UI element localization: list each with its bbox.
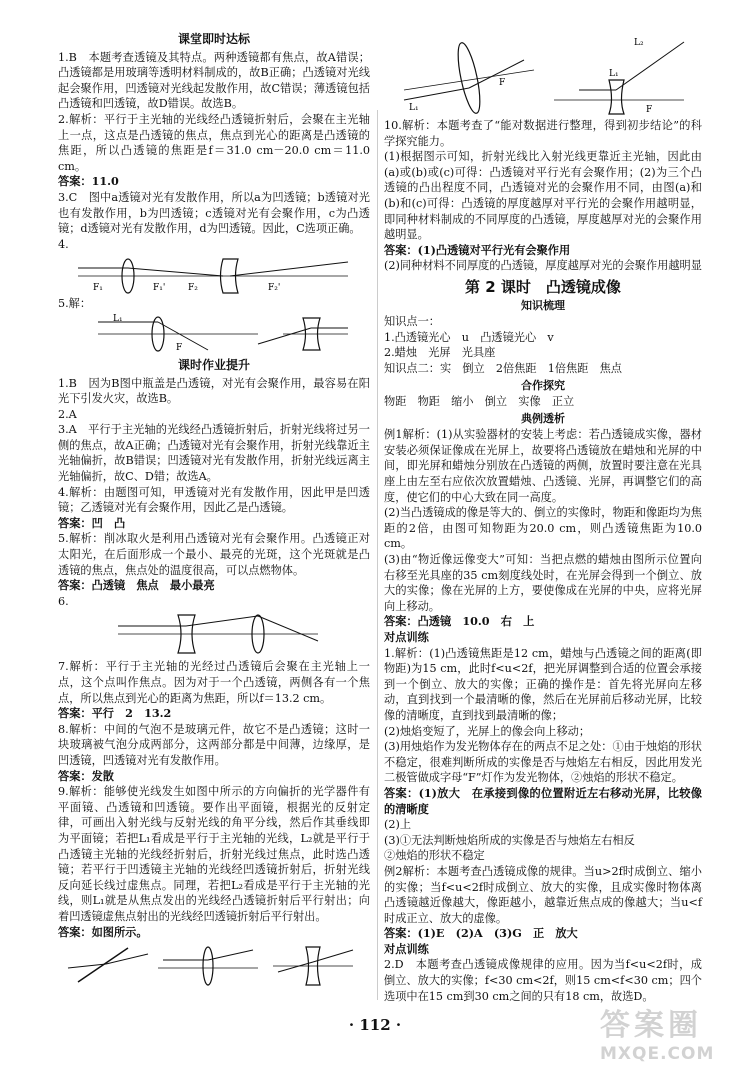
example-1-part-2: (2)当凸透镜成的像是等大的、倒立的实像时，物距和像距均为焦距的2倍，由图可知物距为20.0 cm，则凸透镜焦距为10.0 cm。 [384, 506, 702, 551]
svg-text:F: F [499, 78, 506, 88]
knowledge-point-2: 知识点二：实 倒立 2倍焦距 1倍焦距 焦点 [384, 361, 622, 375]
section-heading-classroom: 课堂即时达标 [177, 32, 250, 46]
homework-2: 2.A [58, 407, 77, 421]
answer-1: 1.B 本题考查透镜及其特点。两种透镜都有焦点，故A错误；凸透镜都是用玻璃等透明材料制成的，故B正确；凸透镜对光线起会聚作用，凹透镜对光线起发散作用，故C错误；薄透镜包括凸透镜和凹透镜，故D错误。故选B。 [58, 50, 370, 111]
svg-text:L₁: L₁ [409, 103, 419, 113]
practice-1-answer: 答案：(1)放大 在承接到像的位置附近左右移动光屏，比较像的清晰度 [384, 785, 702, 816]
column-divider [377, 110, 378, 1000]
left-column [58, 28, 370, 990]
knowledge-point-1: 知识点一： [384, 315, 440, 329]
right-column [384, 28, 702, 1004]
svg-text:F₁': F₁' [153, 283, 166, 294]
answer-5-label: 5.解： [58, 297, 92, 311]
watermark-logo [600, 1000, 740, 1062]
homework-5: 5.解析：削冰取火是利用凸透镜对光有会聚作用。凸透镜正对太阳光，在后面形成一个最小、最亮的光斑，这个光斑就是凸透镜的焦点，焦点处的温度很高，可以点燃物体。 [58, 532, 370, 577]
homework-7: 7.解析：平行于主光轴的光经过凸透镜后会聚在主光轴上一点，这个点叫作焦点。因为对于一个凸透镜，两侧各有一个焦点，所以焦点到光心的距离为焦距，所以f＝13.2 cm。 [58, 660, 370, 705]
svg-text:L₁: L₁ [609, 69, 619, 79]
practice-1: 1.解析：(1)凸透镜焦距是12 cm，蜡烛与凸透镜之间的距离(即物距)为15 cm，此时f<u<2f，把光屏调整到合适的位置会承接到一个倒立、放大的实像；正确的操作是：首先将光屏向左移动，直到找到一个最清晰的像，然后在光屏前后移动光屏，比较像的清晰度，直到找到最清晰的像； [384, 646, 702, 722]
svg-text:F₂': F₂' [268, 283, 281, 294]
svg-text:L₁: L₁ [113, 313, 123, 324]
homework-9: 9.解析：能够使光线发生如图中所示的方向偏折的光学器件有平面镜、凸透镜和凹透镜。要作出平面镜，根据光的反射定律，可画出入射光线与反射光线的角平分线，然后作其垂线即为平面镜；若把L₁看成是平行于主光轴的光线，L₂就是平行于凸透镜主光轴的光线经折射后，折射光线过焦点，此时选凸透镜；若平行于凹透镜主光轴的光线经凹透镜折射后，折射光线反向延长线过虚焦点。同理，若把L₂看成是平行于主光轴的光线，则L₁就是从焦点发出的光线经凸透镜折射后平行射出；向着凹透镜虚焦点射出的光线经凹透镜折射后平行射出。 [58, 785, 370, 923]
practice-1-answer-3: (3)①无法判断烛焰所成的实像是否与烛焰左右相反 [384, 833, 635, 847]
watermark-bottom: MXQE.COM [600, 1044, 715, 1064]
svg-text:F: F [646, 105, 653, 115]
page-number: · 112 · [348, 1016, 402, 1034]
example-2: 例2解析：本题考查凸透镜成像的规律。当u>2f时成倒立、缩小的实像；当f<u<2f时成倒立、放大的实像，且成实像时物体离凸透镜越近像越大，像距越小，越靠近焦点成的像越大；当u<f时成正立、放大的虚像。 [384, 864, 702, 925]
example-2-answer: 答案：(1)E (2)A (3)G 正 放大 [384, 926, 578, 941]
question-10-answer-2: (2)同种材料不同厚度的凸透镜，厚度越厚对光的会聚作用越明显 [384, 259, 702, 273]
practice-1-part-2: (2)烛焰变短了，光屏上的像会向上移动； [384, 724, 591, 738]
practice-heading-1: 对点训练 [384, 630, 429, 644]
svg-text:F₂: F₂ [188, 283, 198, 294]
question-10-analysis: (1)根据图示可知，折射光线比入射光线更靠近主光轴，因此由(a)或(b)或(c)可得：凸透镜对平行光有会聚作用；(2)为三个凸透镜的凸出程度不同，凸透镜对光的会聚作用不同，由图(a)和(b)和(c)可得：凸透镜的厚度越厚对平行光的会聚作用越明显，即同种材料制成的不同厚度的凸透镜，厚度越厚对光的会聚作用越明显。 [384, 150, 702, 242]
lens-figure-4 [58, 254, 358, 294]
example-heading: 典例透析 [521, 411, 565, 425]
homework-8-answer: 答案：发散 [58, 768, 114, 783]
svg-text:F₁: F₁ [93, 283, 103, 294]
watermark-top: 答案圈 [600, 1008, 702, 1043]
lens-figure-top-right [384, 30, 702, 116]
question-10: 10.解析：本题考查了“能对数据进行整理，得到初步结论”的科学探究能力。 [384, 119, 702, 148]
practice-heading-2: 对点训练 [384, 941, 429, 956]
question-10-answer-1: 答案：(1)凸透镜对平行光有会聚作用 [384, 242, 571, 257]
answer-4-label: 4. [58, 237, 69, 251]
homework-3: 3.A 平行于主光轴的光线经凸透镜折射后，折射光线将过另一侧的焦点，故A正确；凸透镜对光有会聚作用，折射光线靠近主光轴偏折，故B错误；凹透镜对光有发散作用，折射光线远离主光轴偏折，故C、D错；故选A。 [58, 423, 370, 484]
example-1-answer: 答案：凸透镜 10.0 右 上 [384, 614, 535, 629]
practice-2: 2.D 本题考查凸透镜成像规律的应用。因为当f<u<2f时，成倒立、放大的实像；f<30 cm<2f，则15 cm<f<30 cm；四个选项中在15 cm到30 cm之间的只有18 cm，故选D。 [384, 958, 702, 1003]
answer-3: 3.C 图中a透镜对光有发散作用，所以a为凹透镜；b透镜对光也有发散作用，b为凹透镜；c透镜对光有会聚作用，c为凸透镜；d透镜对光有发散作用，d为凹透镜。因此，C选项正确。 [58, 190, 370, 236]
optics-figure-9 [58, 942, 358, 988]
homework-6-label: 6. [58, 594, 69, 608]
section-heading-homework: 课时作业提升 [177, 357, 250, 372]
homework-7-answer: 答案：平行 2 13.2 [58, 706, 172, 721]
practice-1-answer-2: (2)上 [384, 818, 412, 832]
practice-1-part-3: (3)用烛焰作为发光物体存在的两点不足之处：①由于烛焰的形状不稳定，很难判断所成的实像是否与烛焰左右相反，因此用发光二极管做成字母“F”灯作为发光物体，②烛焰的形状不稳定。 [384, 740, 702, 785]
homework-5-answer: 答案：凸透镜 焦点 最小最亮 [58, 578, 215, 593]
lesson-title: 第 2 课时 凸透镜成像 [465, 277, 621, 296]
homework-8: 8.解析：中间的气泡不是玻璃元件，故它不是凸透镜；这时一块玻璃被气泡分成两部分，这两部分都是中间薄，边缘厚，是凹透镜，凹透镜对光有发散作用。 [58, 722, 370, 767]
svg-text:F: F [176, 342, 183, 353]
practice-1-answer-4: ②烛焰的形状不稳定 [384, 849, 485, 863]
cooperative-answers: 物距 物距 缩小 倒立 实像 正立 [384, 395, 575, 409]
lens-figure-5 [58, 314, 358, 354]
example-1-part-3: (3)由“物近像远像变大”可知：当把点燃的蜡烛由图所示位置向右移至光具座的35 cm刻度线处时，在光屏会得到一个倒立、放大的实像；像在光屏的上方，要使像成在光屏的中央，应将光屏向上移动。 [384, 553, 702, 613]
homework-4-answer: 答案：凹 凸 [58, 515, 126, 530]
knowledge-item-2: 2.蜡烛 光屏 光具座 [384, 346, 496, 360]
lens-figure-6 [58, 611, 358, 657]
knowledge-heading: 知识梳理 [521, 298, 565, 312]
answer-2-result: 答案：11.0 [58, 174, 119, 189]
knowledge-item-1: 1.凸透镜光心 u 凸透镜光心 v [384, 330, 554, 344]
homework-1: 1.B 因为B图中瓶盖是凸透镜，对光有会聚作用，最容易在阳光下引发火灾，故选B。 [58, 376, 370, 406]
answer-2: 2.解析：平行于主光轴的光线经凸透镜折射后，会聚在主光轴上一点，这点是凸透镜的焦点，焦点到光心的距离是凸透镜的焦距，所以凸透镜的焦距是f＝31.0 cm－20.0 cm＝11.0 cm。 [58, 112, 370, 173]
example-1: 例1解析：(1)从实验器材的安装上考虑：若凸透镜成实像，器材安装必须保证像成在光屏上，故要将凸透镜放在蜡烛和光屏的中间，即光屏和蜡烛分别放在凸透镜的两侧，放置时要注意在光具座上由左至右应依次放置蜡烛、凸透镜、光屏，再调整它们的高度，使它们的中心大致在同一高度。 [384, 428, 702, 504]
homework-4: 4.解析：由题图可知，甲透镜对光有发散作用，因此甲是凹透镜；乙透镜对光有会聚作用，因此乙是凸透镜。 [58, 485, 370, 515]
homework-9-answer: 答案：如图所示。 [58, 924, 148, 939]
cooperative-heading: 合作探究 [521, 378, 565, 392]
svg-text:L₂: L₂ [634, 38, 644, 48]
